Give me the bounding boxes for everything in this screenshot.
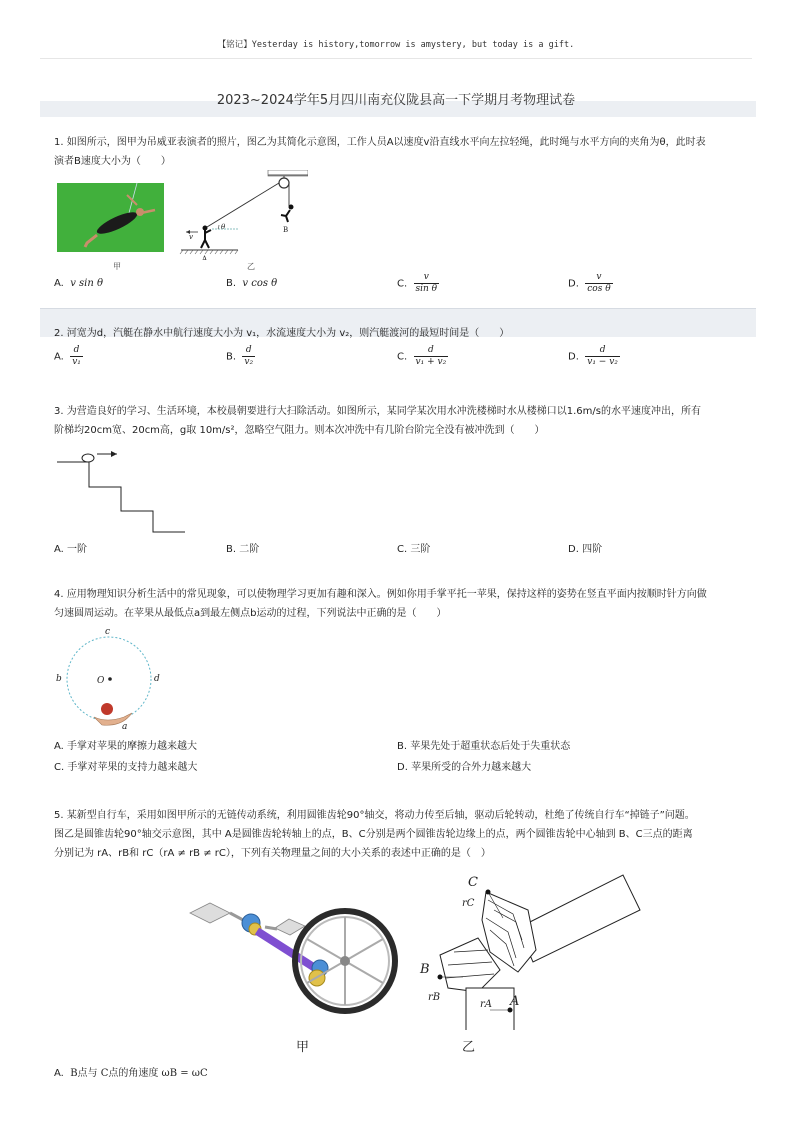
q3-option-a[interactable]: A. 一阶 [54, 544, 88, 555]
q5-bevel-gear-diagram [418, 870, 643, 1030]
q2-option-d-fraction: $\frac{d}{\text{v₁ − v₂}}$ [587, 345, 618, 367]
q4-option-a[interactable]: A. 手掌对苹果的摩擦力越来越大 [54, 741, 198, 752]
q1-label-A: A [202, 255, 208, 260]
q2-option-a-fraction: $\frac{d}{\text{v₁}}$ [72, 345, 81, 367]
q4-circle-diagram [52, 625, 170, 733]
q4-label-b: b [56, 674, 62, 684]
q2-option-b[interactable]: B. $\frac{d}{\text{v₂}}$ [226, 345, 254, 367]
q1-line2: 演者B速度大小为（ ） [54, 156, 171, 167]
q5-fig-a-caption: 甲 [296, 1040, 310, 1055]
q2-option-b-fraction: $\frac{d}{\text{v₂}}$ [244, 345, 254, 367]
q1-option-d-fraction: $\frac{v}{\text{cos θ}}$ [587, 272, 611, 294]
q5-label-rC: rC [462, 898, 475, 909]
q5-option-a[interactable]: A. B点与 C点的角速度 ωB = ωC [54, 1068, 208, 1079]
q1-option-d[interactable]: D. $\frac{v}{\text{cos θ}}$ [568, 272, 611, 294]
q4-label-a: a [122, 722, 128, 732]
q3-stairs-diagram [55, 448, 190, 536]
q5-line1: 5. 某新型自行车，采用如图甲所示的无链传动系统，利用圆锥齿轮90°轴交，将动力传至后轴，驱动后轮转动，杜绝了传统自行车“掉链子”问题。 [54, 810, 695, 821]
q1-fig-a-caption: 甲 [113, 262, 121, 271]
q1-label-v: v [189, 233, 193, 241]
q4-option-b[interactable]: B. 苹果先处于超重状态后处于失重状态 [397, 741, 571, 752]
q5-fig-b-caption: 乙 [462, 1040, 476, 1055]
q1-text [54, 133, 754, 171]
q2-option-d[interactable]: D. $\frac{d}{\text{v₁ − v₂}}$ [568, 345, 618, 367]
q2-text: 2. 河宽为d，汽艇在静水中航行速度大小为 v₁，水流速度大小为 v₂，则汽艇渡河的最短时间是（ ） [54, 328, 510, 339]
q5-label-rB: rB [428, 992, 441, 1003]
q4-label-d: d [154, 674, 160, 684]
q1-diagram-rope [178, 170, 308, 260]
q1-fig-b-caption: 乙 [247, 262, 255, 271]
q3-option-c[interactable]: C. 三阶 [397, 544, 431, 555]
q4-option-c[interactable]: C. 手掌对苹果的支持力越来越大 [54, 762, 198, 773]
q3-line2: 阶梯均20cm宽、20cm高，g取 10m/s²，忽略空气阻力。则本次冲洗中有几阶台阶完全没有被冲洗到（ ） [54, 425, 545, 436]
performer-silhouette [57, 183, 164, 252]
q4-line1: 4. 应用物理知识分析生活中的常见现象，可以使物理学习更加有趣和深入。例如你用手掌平托一苹果，保持这样的姿势在竖直平面内按顺时针方向做 [54, 589, 707, 600]
q1-option-c-fraction: $\frac{v}{\text{sin θ}}$ [415, 272, 438, 294]
header-divider [40, 58, 752, 59]
q5-line3: 分别记为 rA、rB和 rC（rA ≠ rB ≠ rC），下列有关物理量之间的大小关系的表述中正确的是（ ） [54, 848, 491, 859]
q5-label-rA: rA [480, 999, 493, 1010]
q1-line1: 1. 如图所示，图甲为吊威亚表演者的照片，图乙为其简化示意图，工作人员A以速度v沿直线水平向左拉轻绳，此时绳与水平方向的夹角为θ，此时表 [54, 137, 706, 148]
q2-option-c[interactable]: C. $\frac{d}{\text{v₁ + v₂}}$ [397, 345, 447, 367]
q5-label-C: C [468, 875, 478, 890]
q4-label-O: O [97, 676, 105, 686]
q1-photo-performer [57, 183, 164, 252]
q4-label-c: c [105, 627, 111, 637]
q3-option-b[interactable]: B. 二阶 [226, 544, 260, 555]
q1-option-a[interactable]: A. v sin θ [54, 278, 104, 289]
q4-text [54, 585, 754, 623]
apple-icon [101, 703, 113, 715]
q2-option-a[interactable]: A. $\frac{d}{\text{v₁}}$ [54, 345, 81, 367]
q4-option-d[interactable]: D. 苹果所受的合外力越来越大 [397, 762, 532, 773]
q4-line2: 匀速圆周运动。在苹果从最低点a到最左侧点b运动的过程，下列说法中正确的是（ ） [54, 608, 447, 619]
page-title: 2023~2024学年5月四川南充仪陇县高一下学期月考物理试卷 [216, 93, 576, 108]
q1-label-theta: θ [221, 223, 226, 231]
q5-label-A: A [510, 994, 520, 1009]
q5-text [54, 806, 759, 863]
q5-bike-drive-figure [185, 893, 400, 1033]
q3-text [54, 402, 754, 440]
q1-option-b[interactable]: B. v cos θ [226, 278, 278, 289]
q5-label-B: B [420, 962, 430, 977]
q5-line2: 图乙是圆锥齿轮90°轴交示意图，其中 A是圆锥齿轮转轴上的点，B、C分别是两个圆锥齿轮边缘上的点，两个圆锥齿轮中心轴到 B、C三点的距离 [54, 829, 693, 840]
q3-option-d[interactable]: D. 四阶 [568, 544, 603, 555]
header-motto: 【铭记】Yesterday is history,tomorrow is amystery, but today is a gift. [217, 40, 575, 50]
q1-option-c[interactable]: C. $\frac{v}{\text{sin θ}}$ [397, 272, 438, 294]
q1-label-B: B [283, 226, 289, 234]
q3-line1: 3. 为营造良好的学习、生活环境，本校晨朝要进行大扫除活动。如图所示，某同学某次用水冲洗楼梯时水从楼梯口以1.6m/s的水平速度冲出，所有 [54, 406, 701, 417]
q2-option-c-fraction: $\frac{d}{\text{v₁ + v₂}}$ [415, 345, 447, 367]
